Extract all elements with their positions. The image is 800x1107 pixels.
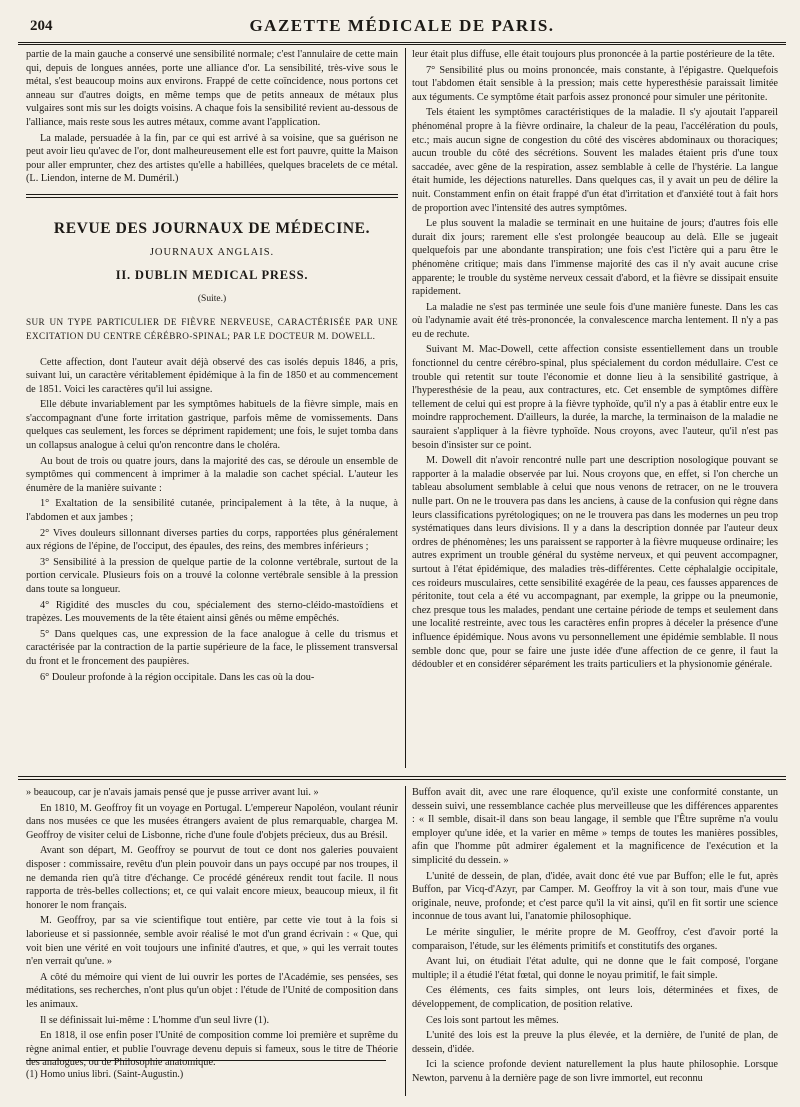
page-number: 204 [30, 18, 53, 34]
journal-title: GAZETTE MÉDICALE DE PARIS. [249, 16, 555, 35]
revue-subtitle: JOURNAUX ANGLAIS. [149, 246, 275, 258]
left-paragraph: 3° Sensibilité à la pression de quelque partie de la colonne vertébrale, surtout de la portion cervicale. Plusieurs fois on a trouvé la colonne vertébrale sensible à la pression dans toute sa longueur. [26, 556, 398, 595]
feuilleton-paragraph: Ici la science profonde devient naturellement la plus haute philosophie. Lorsque Newton, parvenu à la dernière page de son livre immortel, eut reconnu [412, 1059, 778, 1084]
left-paragraph: Au bout de trois ou quatre jours, dans la majorité des cas, se déroule un ensemble de symptômes qui commencent à imprimer à la maladie son cachet spécial. L'auteur les énumère de la manière suivante : [26, 455, 398, 494]
right-paragraph: leur était plus diffuse, elle était toujours plus prononcée à la partie postérieure de la tête. [412, 49, 775, 60]
feuilleton-rule-double [18, 779, 786, 780]
feuilleton-paragraph: Avant son départ, M. Geoffroy se pourvut de tout ce dont nos galeries pouvaient disposer : commissaire, revêtu d'un plein pouvoir dans un pays occupé par nos troupes, il ne demanda rien qu'à titre d'échange. Ce procédé généreux rendit tout facile. Il nous rapporta de très-belles collections; et, ce qui valait encore mieux, beaucoup mieux, il fit honorer le nom français. [26, 845, 398, 911]
section-heading: II. DUBLIN MEDICAL PRESS. [115, 268, 309, 283]
feuilleton-paragraph: L'unité de dessein, de plan, d'idée, avait donc été vue par Buffon; elle le fut, après Buffon, par Vicq-d'Azyr, par Camper. M. Geoffroy la vit à son tour, mais d'une vue originale, neuve, profonde; et c'est parce qu'il la vit ainsi, qu'il en fit sortir une science inconnue de tous avant lui, l'anatomie philosophique. [412, 870, 778, 923]
left-paragraph: 6° Douleur profonde à la région occipitale. Dans les cas où la dou- [40, 671, 315, 683]
feuilleton-paragraph: L'unité des lois est la preuve la plus élevée, et la dernière, de l'unité de plan, de dessein, d'idée. [412, 1030, 778, 1055]
section-divider [26, 194, 398, 195]
footnote-rule [26, 1060, 386, 1061]
feuilleton-paragraph: Ces éléments, ces faits simples, ont leurs lois, déterminées et fixes, de développement, de complication, de position relative. [412, 985, 778, 1010]
right-paragraph: Suivant M. Mac-Dowell, cette affection consiste essentiellement dans un trouble fonctionnel du centre cérébro-spinal, plus spécialement du cordon médullaire. C'est ce trouble qui retentit sur toute l'économie et donne lieu à la sensibilité gastrique, à l'hyperesthésie de la peau, aux contractures, etc. Cet ensemble de symptômes diffère tellement de celui qui est propre à la fièvre typhoïde, qu'il n'y a pas à établir entre eux le moindre rapprochement. D'ailleurs, la durée, la marche, la terminaison de la maladie ne sauraient s'appliquer à la fièvre typhoïde. Nous croyons, avec l'auteur, qu'il n'est pas besoin d'insister sur ce point. [412, 344, 778, 451]
feuilleton-paragraph: A côté du mémoire qui vient de lui ouvrir les portes de l'Académie, ses pensées, ses méditations, ses recherches, n'ont plus qu'un objet : l'étude de l'Unité de composition dans les animaux. [26, 971, 398, 1010]
feuilleton-paragraph: En 1810, M. Geoffroy fit un voyage en Portugal. L'empereur Napoléon, voulant réunir dans nos musées ce que les musées étrangers avaient de plus remarquable, chargea M. Geoffroy de visiter celui de Lisbonne, riche d'une foule d'objets précieux, dus au Brésil. [26, 802, 398, 841]
top-paragraph-2: La malade, persuadée à la fin, par ce qui est arrivé à sa voisine, que sa guérison ne peut avoir lieu qu'avec de l'or, dont malheureusement elle est fort pauvre, quitte la Maison pour aller emprunter, chez des artistes qu'elle a habillées, quelques bracelets de ce métal. (L. Liendon, interne de M. Duméril.) [26, 132, 398, 185]
top-paragraph-1: partie de la main gauche a conservé une sensibilité normale; c'est l'annulaire de cette main qui, depuis de longues années, porte une alliance d'or. La sensibilité, très-vive sous le métal, s'est beaucoup moins aux environs. Frappé de cette coïncidence, nous portons cet anneau sur d'autres doigts, en même temps que de petits anneaux de métaux plus vulgaires sont mis sur les doigts voisins. A chaque fois la sensibilité revient au-dessous de l'alliance, mais reste sous les autres métaux, comme avant l'application. [26, 49, 398, 128]
left-paragraph: 5° Dans quelques cas, une expression de la face analogue à celle du trismus et caractérisée par la contraction de la partie supérieure de la face, le plissement transversal du front et le froncement des paupières. [26, 628, 398, 667]
right-paragraph: La maladie ne s'est pas terminée une seule fois d'une manière funeste. Dans les cas où l'adynamie avait été très-prononcée, la convalescence marcha lentement. Il n'y a pas eu de rechute. [412, 301, 778, 340]
header-rule-double [18, 44, 786, 45]
header-rule [18, 42, 786, 43]
left-paragraph: 2° Vives douleurs sillonnant diverses parties du corps, rapportées plus généralement aux régions de l'épine, de l'occiput, des épaules, des reins, des membres inférieurs ; [26, 527, 398, 553]
feuilleton-paragraph: Buffon avait dit, avec une rare éloquence, qu'il existe une conformité constante, un dessein suivi, une ressemblance cachée plus merveilleuse que les différences apparentes : « Il semble, disait-il dans son beau langage, il semble que l'Être suprême n'a voulu employer qu'une idée, et la varier en même » temps de toutes les manières possibles, afin que l'homme pût admirer également et la magnificence de l'exécution et la simplicité du dessein. » [412, 787, 778, 866]
feuilleton-column-rule [405, 786, 406, 1096]
right-paragraph: M. Dowell dit n'avoir rencontré nulle part une description nosologique pouvant se rapporter à la maladie observée par lui. Nous croyons que, en effet, si l'on cherche un tableau absolument semblable à celui que nous venons de retracer, on ne le trouvera nulle part. On ne le trouvera pas dans les anciens, à cause de la confusion qui règne dans leurs classifications pyrétologiques; on ne le trouvera pas dans les modernes un peu trop systématiques dans leurs divisions. Il y a dans la description donnée par l'auteur deux ordres de phénomènes; les uns paraissent se rapporter à la fièvre muqueuse ordinaire; les autres expriment un trouble général du système nerveux, et qui peuvent accompagner, surtout à l'état épidémique, des maladies très-différentes. Cette céphalalgie occipitale, ces roideurs musculaires, cette sensibilité exagérée de la peau, ces fausses apparences de péritonite, tout cela a été vu accompagnant, par exemple, la grippe ou la pneumonie, chez presque tous les malades, pendant une certaine période de temps et seulement dans une localité restreinte, avec tous les caractères enfin propres à déceler la présence d'une influence épidémique. Nous avons vu personnellement une épidémie semblable. Il nous semble donc que, pour se faire une juste idée d'une affection de ce genre, il faut la dédoubler et en considérer séparément les traits particuliers et la physionomie générale. [412, 455, 778, 671]
left-paragraph: 4° Rigidité des muscles du cou, spécialement des sterno-cléido-mastoïdiens et trapèzes. Les mouvements de la tête étaient ainsi gênés ou même empêchés. [26, 599, 398, 625]
feuilleton-paragraph: En 1818, il ose enfin poser l'Unité de composition comme loi première et suprême du règne animal entier, et publie l'ouvrage devenu depuis si fameux, sous le titre de Théorie des analogues, ou de Philosophie anatomique. [26, 1030, 398, 1069]
feuilleton-paragraph: Avant lui, on étudiait l'état adulte, qui ne donne que le fait composé, l'organe multiple; il a étudié l'état fœtal, qui donne le noyau primitif, le fait simple. [412, 956, 778, 981]
article-title [26, 316, 398, 343]
feuilleton-paragraph: M. Geoffroy, par sa vie scientifique tout entière, par cette vie tout à la fois si laborieuse et si passionnée, semble avoir réalisé le mot d'un grand écrivain : « Que, qui voit bien une vérité en voit toujours une infinité d'autres, et que, » qui les verrait toutes n'en verrait qu'une. » [26, 915, 398, 968]
footnote: (1) Homo unius libri. (Saint-Augustin.) [26, 1069, 184, 1080]
feuilleton-right [412, 786, 778, 1098]
revue-title: REVUE DES JOURNAUX DE MÉDECINE. [53, 219, 371, 237]
right-paragraph: Tels étaient les symptômes caractéristiques de la maladie. Il s'y ajoutait l'appareil phénoménal propre à la fièvre ordinaire, la chaleur de la peau, l'accélération du pouls, etc.; mais aucun signe de congestion du côté des viscères abdominaux ou thoraciques; aucun trouble du côté des sécrétions. Souvent les malades étaient pris d'une toux saccadée, avec gêne de la respiration, assez semblable à celle de l'hystérie. La langue était humide, les déjections naturelles. Dans quelques cas, il y avait un peu de délire la nuit. Constamment enfin on était frappé d'un état d'irritation et d'anxiété tout à fait hors de proportion avec l'intensité des autres symptômes. [412, 107, 778, 214]
feuilleton-left [26, 786, 398, 1069]
article-title-text: SUR UN TYPE PARTICULIER DE FIÈVRE NERVEUSE, CARACTÉRISÉE PAR UNE EXCITATION DU CENTRE CÉRÉBRO-SPINAL; PAR LE DOCTEUR M. DOWELL. [26, 317, 398, 341]
feuilleton-paragraph: Ces lois sont partout les mêmes. [426, 1014, 559, 1026]
feuilleton-paragraph: » beaucoup, car je n'avais jamais pensé que je pusse arriver avant lui. » [26, 787, 319, 798]
right-paragraph: Le plus souvent la maladie se terminait en une huitaine de jours; d'autres fois elle durait dix jours; rarement elle s'est prolongée beaucoup au delà. Elle se jugeait quelquefois par une abondante transpiration; une fois c'est l'ictère qui a paru être le phénomène critique; mais dans l'immense majorité des cas il n'y avait aucune crise apparente; le trouble du système nerveux cessait d'abord, et la fièvre se dissipait ensuite rapidement. [412, 218, 778, 298]
suite-label: (Suite.) [197, 293, 227, 304]
feuilleton-paragraph: Il se définissait lui-même : L'homme d'un seul livre (1). [40, 1014, 270, 1026]
left-column [26, 48, 398, 768]
left-paragraph: Elle débute invariablement par les symptômes habituels de la fièvre simple, mais en s'accompagnant d'une forte irritation gastrique, parfois même de vomissements. Dans quelques cas seulement, les forces se dépriment rapidement; une fois, le sujet tomba dans un collapsus analogue à celui qu'on rencontre dans le choléra. [26, 399, 398, 452]
left-paragraph: Cette affection, dont l'auteur avait déjà observé des cas isolés depuis 1846, a pris, suivant lui, un caractère véritablement épidémique à la fin de 1850 et au commencement de 1851. Voici les caractères qu'il lui assigne. [26, 356, 398, 395]
left-paragraph: 1° Exaltation de la sensibilité cutanée, principalement à la tête, à la nuque, à l'abdomen et aux jambes ; [26, 498, 398, 524]
right-paragraph: 7° Sensibilité plus ou moins prononcée, mais constante, à l'épigastre. Quelquefois tout l'abdomen était sensible à la pression; mais cette hyperesthésie paraissait limitée aux téguments. Ce symptôme était parfois assez prononcé pour simuler une péritonite. [412, 64, 778, 103]
page-header [18, 14, 786, 40]
right-column [412, 48, 778, 768]
column-rule [405, 48, 406, 768]
feuilleton-rule [18, 776, 786, 777]
section-divider-double [26, 197, 398, 198]
feuilleton-paragraph: Le mérite singulier, le mérite propre de M. Geoffroy, c'est d'avoir porté la comparaison, l'étude, sur les éléments primitifs et constitutifs des organes. [412, 926, 778, 952]
